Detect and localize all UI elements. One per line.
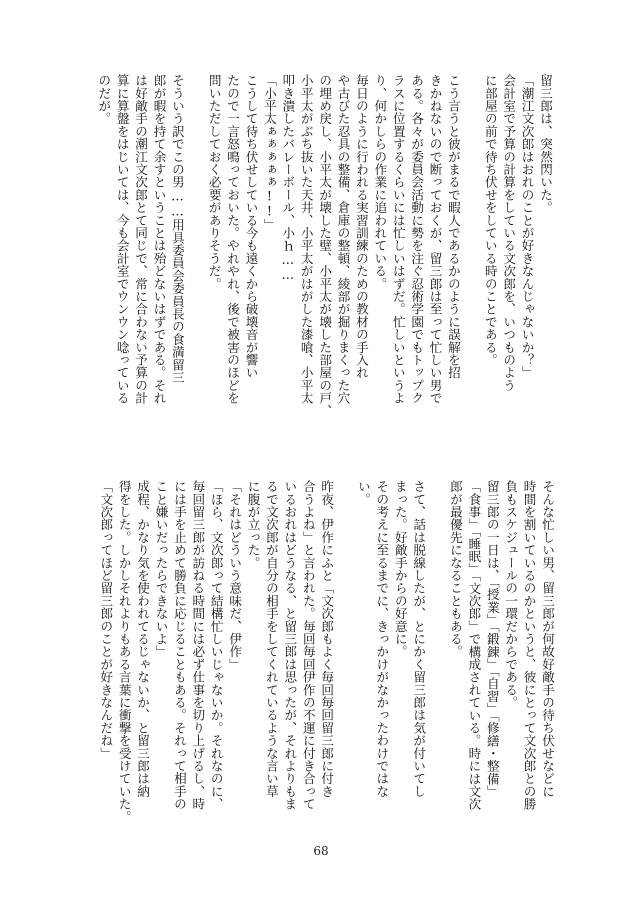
text-line: 合うよね」と言われた。毎回毎回伊作の不運に付き合って (300, 480, 316, 811)
text-line: 「潮江文次郎はおれのことが好きなんじゃないか？」 (519, 74, 535, 379)
text-line: 小平太がぶち抜いた天井、小平太がはがした漆喰、小平太 (298, 74, 314, 405)
text-line: 時間を割いているのかというと、彼にとって文次郎との勝 (521, 480, 537, 811)
text-line: きかねないので断っておくが、留三郎は至って忙しい男で (427, 74, 443, 405)
text-line: 留三郎は、突然閃いた。 (538, 74, 553, 214)
text-line: に腹が立った。 (245, 480, 261, 569)
text-line: ある。各々が委員会活動に勢を注ぐ忍術学園でもトップク (409, 74, 425, 405)
text-line (186, 74, 204, 444)
text-line: のだが。 (96, 74, 112, 125)
text-line: そんな忙しい男、留三郎が何故好敵手の待ち伏せなどに (540, 480, 555, 798)
text-line (335, 480, 353, 850)
text-line: 負もスケジュールの一環だからである。 (503, 480, 519, 709)
text-line (462, 74, 480, 444)
text-block-bottom (100, 480, 556, 850)
text-line: こう言うと彼がまるで暇人であるかのように誤解を招 (445, 74, 461, 379)
text-line: そういう訳でこの男……用具委員会委員長の食満留三 (169, 74, 185, 384)
text-line: 叩き潰したバレーボール、小ｈ…… (280, 74, 296, 282)
text-line: さて、話は脱線したが、とにかく留三郎は気が付いてし (411, 480, 427, 798)
text-line: 「それはどういう意味だ、伊作」 (227, 480, 243, 671)
page-number: 68 (313, 844, 329, 858)
text-line: 算に算盤をはじいては、今も会計室でウンウン唸っている (114, 74, 130, 405)
text-line: 成程、かなり気を使われてるじゃないか、と留三郎は納 (135, 480, 151, 798)
text-block-top (96, 74, 554, 444)
text-line: い。 (355, 480, 371, 506)
text-line: 昨夜、伊作にふと「文次郎もよく毎回毎回留三郎に付き (319, 480, 335, 798)
text-line: 「食事」「睡眠」「文次郎」で構成されている。時には文次 (466, 480, 482, 811)
text-line: 留三郎の一日は、「授業」「鍛錬」「自習」「修繕・整備」 (484, 480, 500, 798)
text-line: や古びた忍具の整備、倉庫の整頓、綾部が掘りまくった穴 (335, 74, 351, 405)
text-line: 毎日のように行われる実習訓練のための教材の手入れ (353, 74, 369, 379)
text-line: 「ほら、文次郎って結構忙しいじゃないか。それなのに、 (208, 480, 224, 811)
text-line: こうして待ち伏せしている今も遠くから破壊音が響い (243, 74, 259, 379)
text-line: たので一言怒鳴っておいた。やれやれ、後で被害のほどを (225, 74, 241, 405)
text-line: ラスに位置するくらいには忙しいはずだ。忙しいというよ (390, 74, 406, 405)
text-line: 「文次郎ってほど留三郎のことが好きなんだね」 (98, 480, 114, 760)
text-line: には手を止めて勝負に応じることもある。それって相手の (171, 480, 187, 811)
text-line: 問いただしておく必要がありそうだ。 (206, 74, 222, 290)
text-line: るで文次郎が自分の相手をしてくれているような言い草 (263, 480, 279, 798)
text-line: まった。好敵手からの好意に。 (392, 480, 408, 658)
text-line: 毎回留三郎が訪ねる時間には必ず仕事を切り上げるし、時 (190, 480, 206, 811)
text-line: こと嫌いだったらできないよ」 (153, 480, 169, 658)
text-line: 郎が最優先になることもある。 (447, 480, 463, 658)
text-line: は好敵手の潮江文次郎とて同じで、常に合わない予算の計 (133, 74, 149, 405)
text-line: 得をした。しかしそれよりもある言葉に衝撃を受けていた。 (116, 480, 132, 823)
text-line: 郎が暇を持て余すということは殆どないはずである。それ (151, 74, 167, 405)
text-line: の埋め戻し、小平太が壊した壁、小平太が壊した部屋の戸、 (317, 74, 333, 417)
text-line: いるおれはどうなる、と留三郎は思ったが、それよりもま (282, 480, 298, 811)
text-line: 会計室で予算の計算をしている文次郎を、いつものよう (501, 74, 517, 392)
text-line: その考えに至るまでに、きっかけがなかったわけではな (374, 480, 390, 798)
text-line (427, 480, 445, 850)
text-line: 「小平太ぁぁぁぁぁ!!」 (261, 74, 277, 232)
text-line: り、何かしらの作業に追われている。 (372, 74, 388, 290)
text-line: に部屋の前で待ち伏せをしている時のことである。 (482, 74, 498, 367)
